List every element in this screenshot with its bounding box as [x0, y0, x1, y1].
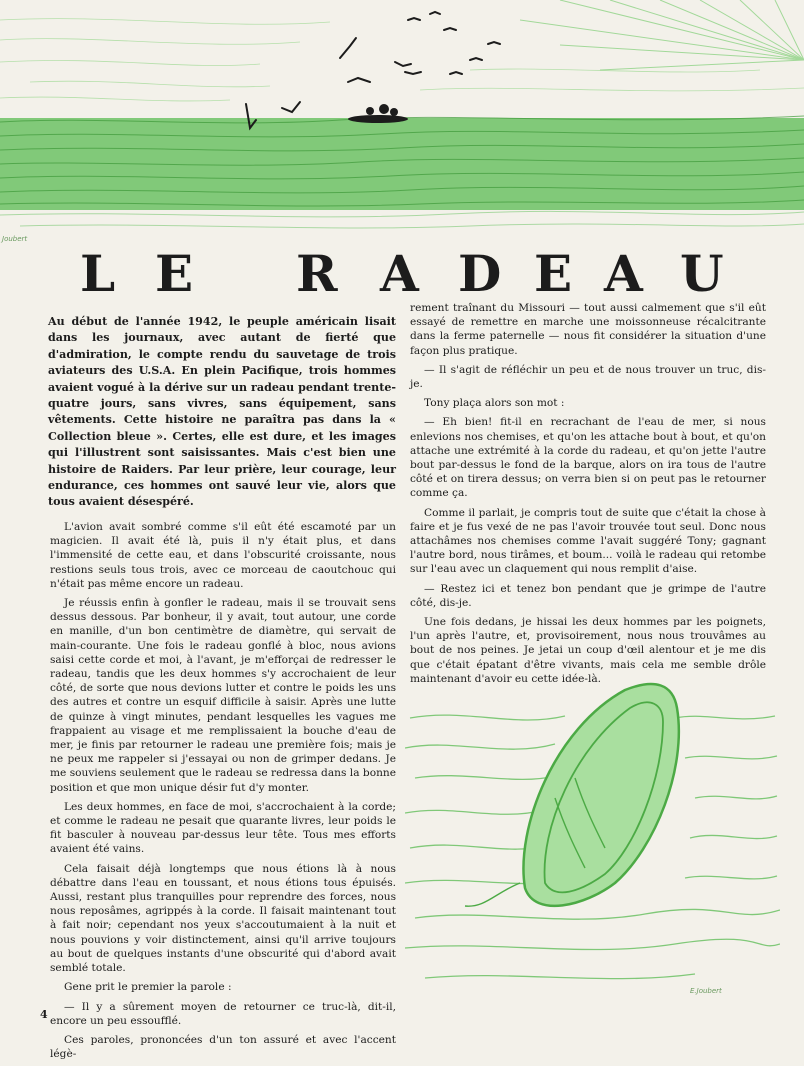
paragraph: Comme il parlait, je compris tout de suite que c'était la chose à faire et je fus vexé de ne pas l'avoir trouvée tout seul. Donc nous attachâmes nos chemises comme l'avait suggéré Tony; gagnant l'autre bord, nous tirâmes, et boum... voilà le radeau qui retombe sur l'eau avec un claquement qui nous remplit d'aise. — [410, 506, 766, 576]
paragraph: Je réussis enfin à gonfler le radeau, mais il se trouvait sens dessus dessous. Par bonheur, il y avait, tout autour, une corde en manille, d'un bon centimètre de diamètre, qui servait de main-courante. Une fois le radeau gonflé à bloc, nous avions saisi cette corde et moi, à l'avant, je m'efforçai de redresser le radeau, tandis que les deux hommes s'y accrochaient de leur côté, de sorte que nous devions lutter et contre le poids les uns des autres et contre un esquif difficile à saisir. Après une lutte de quinze à vingt minutes, pendant lesquelles les vagues me frappaient au visage et me remplissaient la bouche d'eau de mer, je finis par retourner le radeau une première fois; mais je ne peux me rappeler si j'essayai ou non de grimper dedans. Je me souviens seulement que le radeau se redressa dans la bonne position et que mon unique désir fut d'y monter. — [50, 597, 396, 794]
distant-raft-icon — [348, 104, 408, 123]
title-letter: A — [380, 244, 419, 303]
title-letter: U — [680, 244, 724, 303]
raft-shape — [465, 684, 679, 906]
title-letter: E — [534, 244, 573, 303]
lower-wave-strokes — [0, 211, 804, 228]
paragraph: — Il s'agit de réfléchir un peu et de nous trouver un truc, dis-je. — [410, 363, 766, 391]
paragraph: — Eh bien! fit-il en recrachant de l'eau de mer, si nous enlevions nos chemises, et qu'on les attache bout à bout, et qu'on attache une extrémité à la corde du radeau, et qu'on jette l'autre bout par-dessus le fond de la barque, alors on ira tous de l'autre côté et on tirera dessus; on verra bien si on peut pas le retourner comme ça. — [410, 416, 766, 500]
title-letter: E — [155, 244, 194, 303]
paragraph: Ces paroles, prononcées d'un ton assuré et avec l'accent légè- — [50, 1033, 396, 1061]
sea-horizon-illustration — [0, 0, 804, 240]
illustration-signature: Joubert — [2, 235, 28, 243]
paragraph: Tony plaça alors son mot : — [424, 397, 565, 410]
intro-paragraph: Au début de l'année 1942, le peuple américain lisait dans les journaux, avec autant de fierté que d'admiration, le compte rendu du sauvetage de trois aviateurs des U.S.A. En plein Pacifique, trois hommes avaient vogué à la dérive sur un radeau pendant trente-quatre jours, sans vivres, sans équipement, sans vêtements. Cette histoire ne paraîtra pas dans la « Collection bleue ». Certes, elle est dure, et les images qui l'illustrent sont saisissantes. Mais c'est bien une histoire de Raiders. Par leur prière, leur courage, leur endurance, ces hommes ont sauvé leur vie, alors que tous avaient désespéré. — [48, 315, 396, 509]
body-column-right — [410, 301, 766, 691]
title-letter: A — [604, 244, 643, 303]
paragraph: L'avion avait sombré comme s'il eût été escamoté par un magicien. Il avait été là, puis il n'y était plus, et dans l'immensité de cette eau, et dans l'obscurité croissante, nous restions seuls tous trois, avec ce morceau de caoutchouc qui n'était pas même encore un radeau. — [50, 521, 396, 590]
paragraph: Cela faisait déjà longtemps que nous étions là à nous débattre dans l'eau en toussant, et nous étions tous épuisés. Aussi, restant plus tranquilles pour reprendre des forces, nous nous reposâmes, agrippés à la corde. Il faisait maintenant tout à fait noir; cependant nos yeux s'accoutumaient à la nuit et nous pouvions y voir distinctement, ainsi qu'il arrive toujours au bout de quelques instants d'une obscurité qui d'abord avait semblé totale. — [50, 862, 396, 975]
page-number: 4 — [40, 1008, 48, 1021]
title-letter: D — [458, 244, 502, 303]
body-column-left — [50, 520, 396, 1066]
sun-rays — [520, 0, 804, 70]
raft-illustration-signature: E.Joubert — [690, 987, 722, 995]
paragraph: — Restez ici et tenez bon pendant que je grimpe de l'autre côté, dis-je. — [410, 582, 766, 609]
paragraph: Une fois dedans, je hissai les deux hommes par les poignets, l'un après l'autre, et, provisoirement, nous nous trouvâmes au bout de nos peines. Je jetai un coup d'œil alentour et je me dis que c'était épatant d'être vivants, mais cela me semble drôle maintenant d'avoir eu cette idée-là. — [410, 616, 766, 685]
paragraph: Les deux hommes, en face de moi, s'accrochaient à la corde; et comme le radeau ne pesait que quarante livres, leur poids le fit basculer à nouveau par-dessus leur tête. Tous mes efforts avaient été vains. — [50, 800, 396, 856]
title-letter: R — [296, 244, 338, 303]
paragraph: Gene prit le premier la parole : — [64, 981, 232, 994]
page-title — [0, 244, 804, 304]
title-letter: L — [80, 244, 116, 303]
paragraph: — Il y a sûrement moyen de retourner ce truc-là, dit-il, encore un peu essoufflé. — [50, 1000, 396, 1027]
paragraph: rement traînant du Missouri — tout aussi calmement que s'il eût essayé de remettre en marche une moissonneuse récalcitrante dans la ferme paternelle — nous fit considérer la situation d'une façon plus pratique. — [410, 302, 766, 357]
raft-illustration — [405, 678, 780, 998]
sky-strokes — [0, 19, 804, 101]
